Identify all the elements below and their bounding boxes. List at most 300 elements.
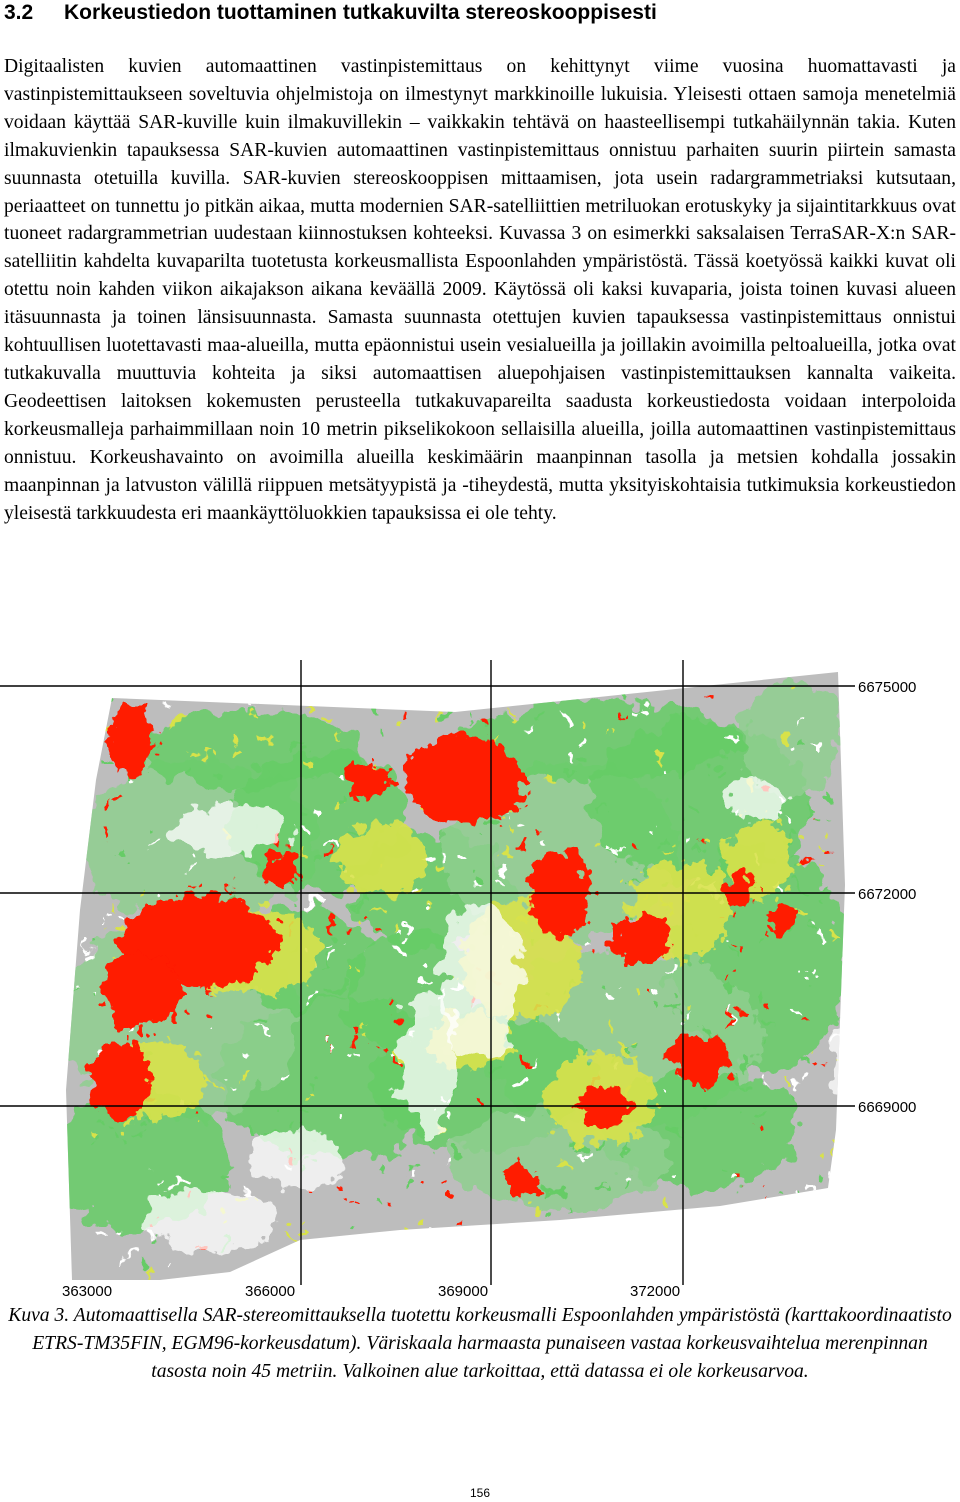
speckle-dot (149, 1239, 157, 1242)
red-region (725, 870, 755, 910)
speckle-dot (387, 1208, 392, 1213)
speckle-dot (428, 1237, 434, 1241)
speckle-dot (365, 1251, 368, 1256)
speckle-dot (623, 714, 628, 717)
speckle-dot (347, 1203, 352, 1206)
speckle-dot (460, 1154, 467, 1161)
speckle-dot (147, 1267, 150, 1273)
speckle-dot (729, 1010, 733, 1016)
speckle-dot (761, 1229, 769, 1235)
speckle-dot (496, 1066, 502, 1071)
speckle-dot (792, 717, 799, 721)
figure-caption: Kuva 3. Automaattisella SAR-stereomittauksella tuotettu korkeusmalli Espoonlahden ympäristöstä (karttakoordinaatisto ETRS-TM35FIN, EGM96-korkeusdatum). Väriskaala harmaasta punaiseen vastaa korkeusvaihtelua merenpinnan tasosta noin 45 metriin. Valkoinen alue tarkoittaa, että datassa ei ole korkeusarvoa. (8, 1305, 952, 1382)
northing-label: 6669000 (858, 1099, 917, 1116)
speckle-dot (797, 971, 800, 977)
speckle-dot (145, 822, 151, 825)
speckle-dot (571, 1261, 574, 1265)
speckle-dot (770, 1235, 777, 1239)
speckle-dot (598, 1186, 603, 1191)
speckle-dot (795, 1007, 802, 1013)
red-region (765, 905, 795, 935)
speckle-dot (342, 998, 345, 1003)
speckle-dot (736, 942, 740, 948)
speckle-dot (274, 1111, 278, 1117)
speckle-dot (786, 731, 793, 738)
speckle-dot (669, 845, 674, 849)
speckle-dot (313, 803, 316, 811)
speckle-dot (102, 725, 109, 730)
speckle-dot (129, 693, 135, 696)
speckle-dot (839, 1150, 842, 1157)
speckle-dot (500, 701, 506, 708)
speckle-dot (119, 1134, 127, 1141)
speckle-dot (188, 1011, 192, 1016)
speckle-dot (558, 1164, 564, 1171)
speckle-dot (566, 1145, 573, 1151)
speckle-dot (248, 1056, 253, 1059)
speckle-dot (166, 701, 171, 707)
speckle-dot (588, 1153, 592, 1160)
speckle-dot (119, 1225, 124, 1229)
speckle-dot (660, 984, 666, 990)
speckle-dot (326, 931, 333, 936)
speckle-dot (354, 1035, 359, 1040)
speckle-dot (327, 1040, 332, 1046)
speckle-dot (394, 721, 402, 727)
speckle-dot (529, 1063, 535, 1067)
red-region (530, 850, 590, 940)
speckle-dot (263, 1029, 268, 1033)
speckle-dot (728, 734, 732, 740)
speckle-dot (316, 855, 322, 862)
speckle-dot (801, 986, 805, 991)
easting-label: 369000 (438, 1283, 489, 1300)
speckle-dot (629, 888, 633, 891)
speckle-dot (292, 745, 300, 748)
speckle-dot (610, 987, 616, 994)
speckle-dot (236, 1073, 243, 1079)
speckle-dot (122, 1122, 130, 1127)
speckle-dot (557, 1208, 561, 1214)
speckle-dot (820, 821, 825, 825)
speckle-dot (170, 1180, 177, 1185)
speckle-dot (637, 705, 644, 712)
speckle-dot (375, 1205, 381, 1208)
speckle-dot (255, 695, 260, 700)
speckle-dot (511, 808, 518, 811)
speckle-dot (89, 1131, 97, 1138)
speckle-dot (812, 1062, 817, 1066)
red-region (260, 855, 300, 885)
speckle-dot (730, 948, 734, 953)
speckle-dot (404, 1170, 410, 1177)
speckle-dot (303, 1090, 308, 1095)
speckle-dot (263, 1019, 270, 1024)
speckle-dot (249, 704, 252, 708)
speckle-dot (224, 1176, 231, 1179)
elevation-map-figure (0, 660, 960, 1300)
speckle-dot (137, 897, 142, 901)
speckle-dot (517, 817, 521, 821)
speckle-dot (701, 1106, 707, 1114)
speckle-dot (806, 1200, 811, 1204)
speckle-dot (805, 814, 812, 818)
speckle-dot (110, 913, 115, 916)
speckle-dot (648, 987, 655, 993)
speckle-dot (370, 1000, 375, 1006)
speckle-dot (153, 1174, 156, 1177)
speckle-dot (779, 1238, 782, 1242)
red-region (405, 735, 525, 825)
speckle-dot (696, 855, 702, 862)
speckle-dot (482, 1095, 485, 1102)
speckle-dot (666, 1121, 672, 1128)
speckle-dot (823, 841, 829, 844)
speckle-dot (450, 1120, 454, 1126)
speckle-dot (406, 927, 411, 934)
speckle-dot (816, 1152, 823, 1156)
northing-label: 6672000 (858, 886, 917, 903)
speckle-dot (127, 868, 132, 873)
speckle-dot (793, 690, 801, 695)
speckle-dot (804, 858, 812, 864)
speckle-dot (662, 770, 666, 776)
speckle-dot (445, 1187, 450, 1191)
speckle-dot (299, 1251, 306, 1259)
speckle-dot (103, 826, 107, 833)
speckle-dot (500, 824, 508, 830)
speckle-dot (324, 853, 329, 859)
speckle-dot (332, 988, 339, 995)
speckle-dot (728, 1178, 735, 1183)
speckle-dot (380, 691, 385, 697)
speckle-dot (622, 1176, 630, 1179)
speckle-dot (397, 1263, 404, 1270)
nodata-region (730, 780, 790, 820)
speckle-dot (760, 939, 766, 945)
speckle-dot (658, 1092, 663, 1095)
speckle-dot (291, 896, 295, 903)
speckle-dot (745, 1064, 751, 1070)
speckle-dot (106, 693, 110, 700)
speckle-dot (205, 989, 210, 997)
speckle-dot (154, 843, 162, 846)
speckle-dot (804, 736, 808, 742)
speckle-dot (445, 709, 448, 717)
speckle-dot (791, 1265, 798, 1272)
speckle-dot (824, 881, 827, 885)
speckle-dot (599, 810, 606, 813)
speckle-dot (169, 719, 175, 726)
speckle-dot (97, 1233, 105, 1237)
speckle-dot (815, 1192, 821, 1197)
speckle-dot (339, 1119, 342, 1127)
speckle-dot (347, 928, 352, 931)
red-region (670, 1035, 730, 1085)
speckle-dot (677, 1171, 682, 1176)
speckle-dot (448, 711, 455, 716)
speckle-dot (618, 877, 624, 883)
speckle-dot (348, 1267, 352, 1275)
speckle-dot (156, 738, 159, 746)
speckle-dot (113, 927, 120, 933)
speckle-dot (83, 946, 87, 952)
speckle-dot (339, 770, 344, 777)
speckle-dot (471, 868, 475, 872)
speckle-dot (536, 826, 539, 830)
section-number: 3.2 (4, 1, 34, 24)
speckle-dot (209, 1024, 213, 1027)
speckle-dot (367, 1024, 372, 1029)
speckle-dot (251, 1134, 257, 1141)
speckle-dot (329, 842, 332, 850)
speckle-dot (705, 842, 713, 850)
speckle-dot (121, 1252, 128, 1256)
speckle-dot (629, 837, 635, 842)
speckle-dot (764, 1075, 768, 1082)
speckle-dot (577, 936, 584, 940)
speckle-dot (312, 1080, 317, 1088)
speckle-dot (367, 1037, 374, 1041)
red-region (108, 705, 156, 775)
speckle-dot (816, 740, 824, 746)
speckle-dot (608, 1028, 612, 1036)
speckle-dot (322, 942, 328, 945)
speckle-dot (618, 714, 622, 719)
speckle-dot (391, 1011, 396, 1016)
speckle-dot (332, 951, 339, 957)
speckle-dot (93, 945, 98, 951)
speckle-dot (383, 732, 386, 735)
speckle-dot (233, 745, 238, 752)
speckle-dot (412, 1177, 416, 1183)
speckle-dot (309, 902, 317, 910)
speckle-dot (770, 1005, 774, 1013)
speckle-dot (229, 1081, 237, 1085)
speckle-dot (260, 994, 265, 998)
northing-label: 6675000 (858, 679, 917, 696)
speckle-dot (585, 751, 592, 759)
speckle-dot (739, 1006, 743, 1014)
speckle-dot (780, 1203, 785, 1210)
speckle-dot (524, 1198, 528, 1201)
speckle-dot (644, 826, 650, 831)
speckle-dot (443, 855, 449, 863)
speckle-dot (89, 1138, 95, 1145)
speckle-dot (349, 1051, 354, 1055)
speckle-dot (518, 843, 522, 846)
speckle-dot (351, 799, 357, 805)
speckle-dot (729, 984, 736, 991)
speckle-dot (828, 928, 833, 935)
speckle-dot (757, 993, 765, 1001)
nodata-region (250, 1130, 350, 1190)
speckle-dot (557, 1016, 564, 1019)
speckle-dot (780, 1188, 785, 1193)
speckle-dot (305, 1107, 311, 1110)
speckle-dot (328, 918, 335, 925)
speckle-dot (107, 953, 112, 958)
speckle-dot (313, 998, 319, 1003)
speckle-dot (828, 789, 835, 797)
speckle-dot (586, 949, 592, 953)
speckle-dot (734, 1178, 739, 1185)
speckle-dot (423, 972, 431, 977)
speckle-dot (251, 713, 255, 717)
speckle-dot (357, 1029, 365, 1033)
speckle-dot (186, 776, 190, 784)
speckle-dot (730, 1253, 737, 1257)
speckle-dot (619, 1043, 625, 1051)
speckle-dot (253, 862, 257, 868)
easting-label: 372000 (630, 1283, 681, 1300)
speckle-dot (808, 928, 813, 934)
speckle-dot (114, 901, 117, 908)
speckle-dot (821, 896, 824, 903)
speckle-dot (344, 734, 347, 739)
speckle-dot (518, 1077, 525, 1083)
speckle-dot (387, 1059, 395, 1065)
speckle-dot (504, 852, 510, 858)
red-region (348, 762, 392, 798)
speckle-dot (526, 787, 530, 792)
speckle-dot (305, 707, 310, 712)
speckle-dot (670, 1196, 675, 1202)
speckle-dot (547, 775, 555, 780)
speckle-dot (568, 770, 575, 773)
speckle-dot (622, 1149, 625, 1155)
red-region (580, 1085, 630, 1125)
northing-labels (858, 679, 916, 1116)
speckle-dot (619, 691, 626, 699)
speckle-dot (83, 984, 87, 988)
map-raster (50, 670, 870, 1285)
elevation-map (0, 660, 960, 1300)
speckle-dot (185, 749, 193, 755)
speckle-dot (521, 1058, 529, 1066)
speckle-dot (757, 1196, 764, 1199)
speckle-dot (278, 1071, 285, 1078)
speckle-dot (110, 801, 117, 808)
speckle-dot (139, 1126, 146, 1129)
speckle-dot (684, 807, 690, 812)
easting-label: 366000 (245, 1283, 296, 1300)
speckle-dot (725, 937, 730, 941)
speckle-dot (765, 1238, 768, 1244)
red-region (500, 1165, 540, 1195)
speckle-dot (343, 1184, 351, 1188)
section-title: Korkeustiedon tuottaminen tutkakuvilta stereoskooppisesti (64, 1, 657, 24)
speckle-dot (289, 1234, 293, 1238)
speckle-dot (552, 1190, 558, 1195)
speckle-dot (608, 730, 612, 735)
speckle-dot (361, 924, 365, 930)
speckle-dot (84, 955, 89, 962)
speckle-dot (564, 1226, 567, 1232)
speckle-dot (763, 1030, 767, 1035)
speckle-dot (632, 985, 638, 993)
speckle-dot (540, 1208, 545, 1214)
speckle-dot (328, 955, 331, 963)
speckle-dot (193, 887, 197, 891)
speckle-dot (548, 841, 552, 846)
speckle-dot (533, 1246, 539, 1252)
speckle-dot (506, 869, 512, 877)
speckle-dot (390, 1064, 395, 1069)
speckle-dot (116, 850, 121, 858)
nodata-region (400, 990, 460, 1130)
speckle-dot (119, 913, 126, 917)
speckle-dot (362, 900, 368, 907)
red-region (610, 915, 670, 965)
body-paragraph: Digitaalisten kuvien automaattinen vastinpistemittaus on kehittynyt viime vuosina huomattavasti ja vastinpistemittaukseen soveltuvia ohjelmistoja on ilmestynyt markkinoille lukuisia. Yleisesti ottaen samoja menetelmiä voidaan käyttää SAR-kuville kuin ilmakuvillekin – vaikkakin tehtävä on haasteellisempi tutkahäilynnän takia. Kuten ilmakuvienkin tapauksessa SAR-kuvien automaattinen vastinpistemittaus onnistuu parhaiten suurin piirtein samasta suunnasta otetuilla kuvilla. SAR-kuvien stereoskooppisen mittaamisen, jota usein radargrammetriaksi kutsutaan, periaatteet on tunnettu jo pitkän aikaa, mutta modernien SAR-satelliittien metriluokan erotuskyky ja sijaintitarkkuus ovat tuoneet radargrammetrian uudestaan kiinnostuksen kohteeksi. Kuvassa 3 on esimerkki saksalaisen TerraSAR-X:n SAR-satelliitin kahdelta kuvaparilta tuotetusta korkeusmallista Espoonlahden ympäristöstä. Tässä koetyössä kaikki kuvat oli otettu noin kahden viikon aikajakson aikana keväällä 2009. Käytössä oli kaksi kuvaparia, joista toinen kuvasi alueen itäsuunnasta ja toinen länsisuunnasta. Samasta suunnasta otettujen kuvien tapauksessa vastinpistemittaus onnistui kohtuullisen luotettavasti maa-alueilla, mutta epäonnistui usein vesialueilla ja joillakin avoimilla peltoalueilla, jotka ovat tutkakuvalla muuttuvia kohteita ja siksi automaattisen aluepohjaisen vastinpistemittauksen kannalta vaikeita. Geodeettisen laitoksen kokemusten perusteella tutkakuvapareilta saadusta korkeustiedosta voidaan interpoloida korkeusmalleja parhaimmillaan noin 10 metrin pikselikokoon sellaisilla alueilla, joilla automaattinen vastinpistemittaus onnistuu. Korkeushavainto on avoimilla alueilla keskimäärin maanpinnan tasolla ja metsien kohdalla jossakin maanpinnan ja latvuston välillä riippuen metsätyypistä ja -tiheydestä, mutta yksityiskohtaisia tutkimuksia korkeustiedon yleisestä tarkkuudesta eri maankäyttöluokkien tapauksissa ei ole tehty. (4, 56, 956, 524)
speckle-dot (342, 1267, 350, 1270)
speckle-dot (491, 1263, 497, 1270)
speckle-dot (622, 1052, 626, 1057)
speckle-dot (700, 695, 706, 699)
speckle-dot (207, 1086, 215, 1089)
speckle-dot (437, 866, 444, 872)
speckle-dot (481, 717, 488, 723)
speckle-dot (479, 876, 484, 883)
speckle-dot (565, 692, 572, 699)
speckle-dot (389, 697, 395, 704)
speckle-dot (834, 1173, 837, 1179)
speckle-dot (793, 1083, 801, 1086)
speckle-dot (815, 932, 820, 938)
speckle-dot (742, 1082, 747, 1089)
speckle-dot (142, 1260, 148, 1266)
speckle-dot (787, 1245, 793, 1253)
speckle-dot (380, 909, 384, 914)
speckle-dot (108, 1127, 112, 1131)
speckle-dot (371, 700, 378, 707)
speckle-dot (390, 921, 395, 928)
speckle-dot (353, 694, 360, 702)
speckle-dot (201, 754, 208, 759)
speckle-dot (607, 915, 611, 922)
easting-label: 363000 (62, 1283, 113, 1300)
speckle-dot (447, 1158, 453, 1165)
speckle-dot (310, 753, 317, 757)
speckle-dot (324, 715, 331, 719)
speckle-dot (713, 770, 717, 775)
speckle-dot (801, 1056, 809, 1062)
speckle-dot (802, 909, 806, 915)
speckle-dot (798, 1238, 804, 1242)
speckle-dot (684, 1013, 690, 1017)
speckle-dot (352, 1000, 356, 1004)
speckle-dot (661, 839, 667, 843)
speckle-dot (538, 1247, 542, 1251)
speckle-dot (803, 1018, 809, 1021)
speckle-dot (164, 1266, 167, 1273)
speckle-dot (357, 898, 361, 905)
speckle-dot (215, 775, 220, 778)
speckle-dot (465, 716, 468, 723)
yellow-region (335, 825, 425, 895)
speckle-dot (729, 972, 733, 977)
nodata-region (140, 1190, 280, 1250)
speckle-dot (526, 726, 533, 731)
red-region (100, 950, 180, 1030)
speckle-dot (328, 925, 333, 928)
speckle-dot (802, 1205, 807, 1212)
speckle-dot (790, 1189, 795, 1194)
speckle-dot (371, 922, 374, 928)
speckle-dot (810, 965, 817, 969)
speckle-dot (243, 1072, 250, 1076)
